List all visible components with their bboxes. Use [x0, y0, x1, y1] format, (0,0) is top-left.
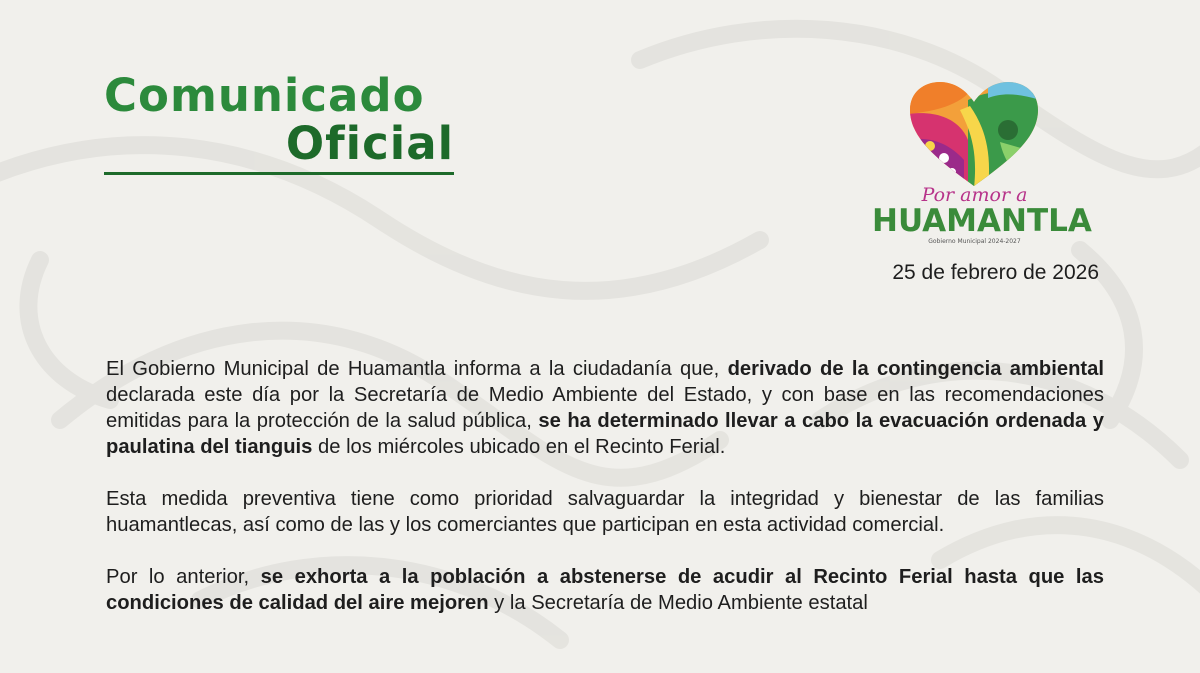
communique-title	[104, 69, 454, 175]
body-paragraph-3	[106, 564, 1104, 616]
communique-body	[106, 356, 1104, 642]
paragraph-3-bold: se exhorta a la población a abstenerse de acudir al Recinto Ferial hasta que las condiciones de calidad del aire mejoren	[106, 566, 1104, 614]
paragraph-2-text: Esta medida preventiva tiene como prioridad salvaguardar la integridad y bienestar de las familias huamantlecas, así como de las y los comerciantes que participan en esta actividad comercial.	[106, 488, 1104, 536]
heart-emblem-icon	[908, 80, 1040, 188]
communique-date: 25 de febrero de 2026	[892, 261, 1099, 284]
logo-city-name: HUAMANTLA	[872, 203, 1092, 239]
paragraph-3-text: y la Secretaría de Medio Ambiente estatal	[488, 592, 868, 614]
title-line-oficial: Oficial	[285, 117, 454, 170]
paragraph-1-text: de los miércoles ubicado en el Recinto Ferial.	[312, 436, 726, 458]
municipal-logo	[872, 80, 1092, 252]
paragraph-1-bold: se ha determinado llevar a cabo la evacuación ordenada y paulatina del tianguis	[106, 410, 1104, 458]
logo-tagline: Por amor a	[921, 184, 1028, 206]
title-line-comunicado: Comunicado	[104, 69, 425, 122]
paragraph-3-text: Por lo anterior,	[106, 566, 261, 588]
body-paragraph-1	[106, 356, 1104, 460]
title-underline	[104, 172, 454, 175]
paragraph-1-bold: derivado de la contingencia ambiental	[727, 358, 1104, 380]
logo-government-period: Gobierno Municipal 2024-2027	[928, 238, 1021, 245]
paragraph-1-text: declarada este día por la Secretaría de Medio Ambiente del Estado, y con base en las recomendaciones emitidas para la protección de la salud pública,	[106, 384, 1104, 432]
paragraph-1-text: El Gobierno Municipal de Huamantla informa a la ciudadanía que,	[106, 358, 728, 380]
body-paragraph-2	[106, 486, 1104, 538]
